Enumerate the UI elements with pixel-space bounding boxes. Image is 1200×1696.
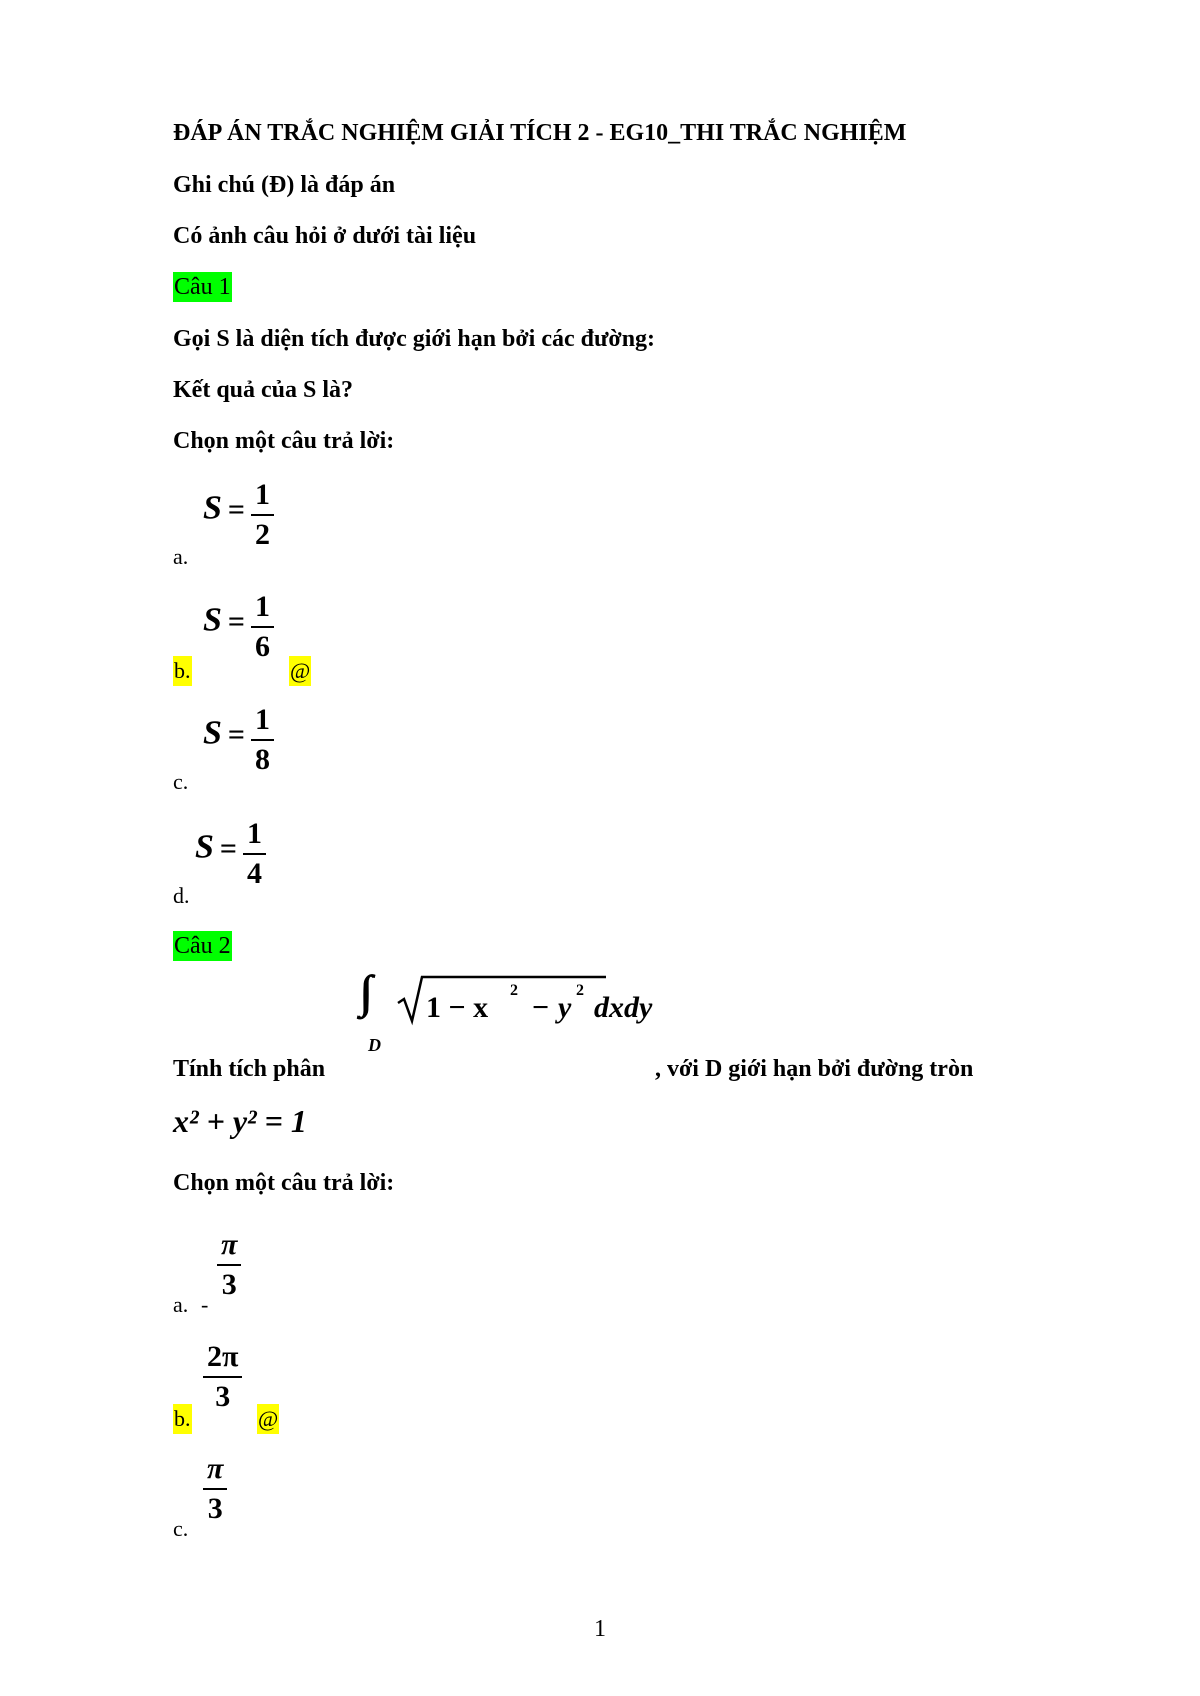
option-letter: d. — [173, 883, 190, 908]
option-letter: a. — [173, 1292, 189, 1317]
integral-formula — [360, 965, 660, 1075]
y-exponent: 2 — [576, 982, 584, 999]
note-images: Có ảnh câu hỏi ở dưới tài liệu — [173, 223, 477, 249]
question-1-stem: Gọi S là diện tích được giới hạn bởi các đường: — [173, 326, 656, 352]
x-exponent: 2 — [510, 982, 518, 999]
q1-option-d[interactable] — [173, 817, 573, 907]
circle-equation: x² + y² = 1 — [173, 1103, 307, 1139]
q1-option-d-formula: S = $\frac{1}{4}$ — [195, 817, 266, 891]
q2-option-a[interactable] — [173, 1228, 473, 1338]
q2-option-a-formula: $\frac{\pi}{3}$ — [217, 1228, 241, 1302]
note-answer-key: Ghi chú (Đ) là đáp án — [173, 172, 396, 198]
question-2-prompt: Chọn một câu trả lời: — [173, 1170, 395, 1196]
q1-option-b[interactable] — [173, 590, 573, 683]
option-letter: c. — [173, 769, 189, 794]
q1-option-b-formula: S = $\frac{1}{6}$ — [203, 590, 274, 664]
q2-option-b-formula: $\frac{2\pi}{3}$ — [203, 1340, 242, 1414]
correct-answer-mark: @ — [289, 656, 311, 686]
question-2-label: Câu 2 — [174, 933, 231, 959]
q1-option-a-formula: S = $\frac{1}{2}$ — [203, 478, 274, 552]
question-1-label: Câu 1 — [174, 274, 231, 300]
q2-option-c[interactable] — [173, 1452, 473, 1562]
q1-option-c-formula: S = $\frac{1}{8}$ — [203, 703, 274, 777]
question-1-result: Kết quả của S là? — [173, 377, 354, 403]
question-1-prompt: Chọn một câu trả lời: — [173, 428, 395, 454]
q1-option-a[interactable] — [173, 478, 573, 568]
option-letter: a. — [173, 544, 189, 569]
minus-prefix: - — [201, 1292, 209, 1317]
correct-answer-mark: @ — [257, 1404, 279, 1434]
option-letter: b. — [173, 656, 192, 686]
integrand-radicand: 1 − x — [426, 991, 489, 1024]
question-2-stem-post: , với D giới hạn bởi đường tròn — [655, 1056, 974, 1082]
option-letter: b. — [173, 1404, 192, 1434]
differential: dxdy — [594, 991, 653, 1024]
page-number: 1 — [594, 1616, 606, 1642]
q2-option-c-formula: $\frac{\pi}{3}$ — [203, 1452, 227, 1526]
minus-sign: − — [532, 991, 550, 1024]
q1-option-c[interactable] — [173, 703, 573, 793]
integrand-svg — [396, 973, 658, 1029]
option-letter: c. — [173, 1516, 189, 1541]
question-2-stem-pre: Tính tích phân — [173, 1056, 326, 1082]
document-title: ĐÁP ÁN TRẮC NGHIỆM GIẢI TÍCH 2 - EG10_THI TRẮC NGHIỆM — [173, 120, 907, 146]
integral-domain: D — [368, 1035, 381, 1055]
y-variable: y — [558, 991, 572, 1024]
q2-option-b[interactable] — [173, 1340, 473, 1450]
